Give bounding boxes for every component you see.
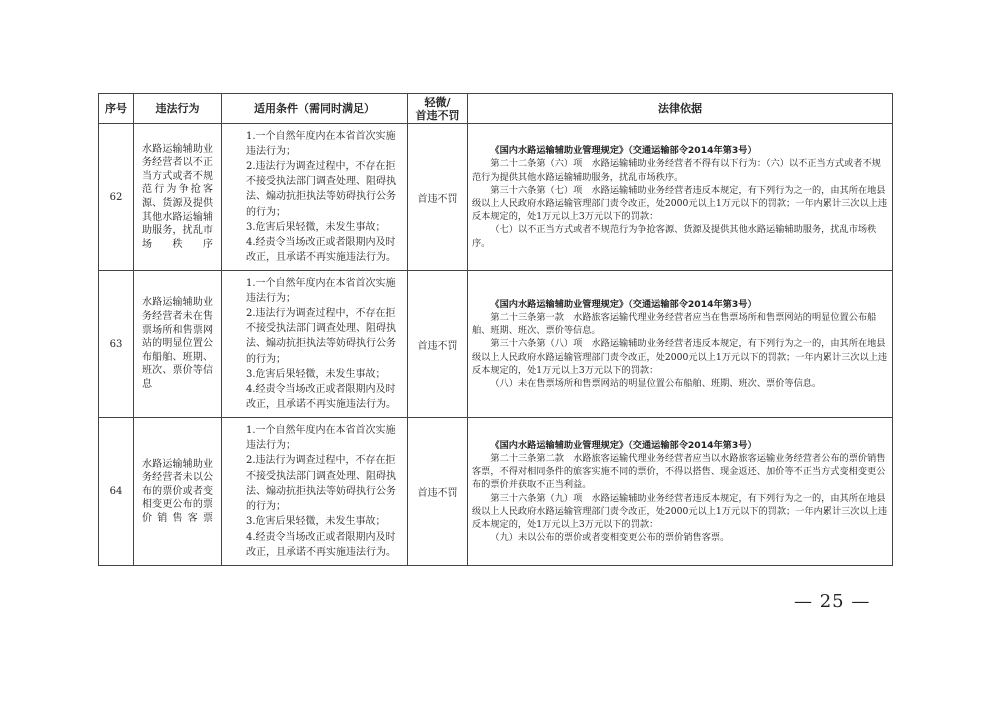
article-text: 第二十二条第（六）项 水路运输辅助业务经营者不得有以下行为：（六）以不正当方式或者不规范行为提供其他水路运输辅助服务，扰乱市场秩序。 xyxy=(472,158,881,183)
condition-item: 2.违法行为调查过程中，不存在拒不接受执法部门调查处理、阻碍执法、煽动抗拒执法等妨碍执行公务的行为； xyxy=(246,455,396,513)
header-level xyxy=(408,94,468,124)
header-violation: 违法行为 xyxy=(134,94,222,124)
page-number: — 25 — xyxy=(794,591,871,612)
regulation-title: 《国内水路运输辅助业管理规定》（交通运输部令2014年第3号） xyxy=(490,298,757,310)
condition-item: 4.经责令当场改正或者限期内及时改正，且承诺不再实施违法行为。 xyxy=(246,531,396,558)
article-text: （九）未以公布的票价或者变相变更公布的票价销售客票。 xyxy=(490,532,730,544)
row-number: 64 xyxy=(99,418,134,566)
article-text: 第三十六条第（七）项 水路运输辅助业务经营者违反本规定，有下列行为之一的，由其所在地县级以上人民政府水路运输管理部门责令改正，处2000元以上1万元以下的罚款；一年内累计三次以上违反本规定的，处1万元以上3万元以下的罚款： xyxy=(472,184,888,223)
violation-cell: 水路运输辅助业务经营者未在售票场所和售票网站的明显位置公布船舶、班期、班次、票价等信息 xyxy=(134,271,222,418)
table-row xyxy=(99,418,893,566)
legal-basis-cell xyxy=(468,271,893,418)
conditions-cell xyxy=(222,271,408,418)
conditions-cell xyxy=(222,124,408,271)
article-text: 第三十六条第（九）项 水路运输辅助业务经营者违反本规定，有下列行为之一的，由其所在地县级以上人民政府水路运输管理部门责令改正，处2000元以上1万元以下的罚款；一年内累计三次以上违反本规定的，处1万元以上3万元以下的罚款： xyxy=(472,492,888,530)
condition-item: 2.违法行为调查过程中，不存在拒不接受执法部门调查处理、阻碍执法、煽动抗拒执法等妨碍执行公务的行为； xyxy=(246,307,396,365)
table-row xyxy=(99,271,893,418)
level-cell: 首违不罚 xyxy=(408,418,468,566)
conditions-cell xyxy=(222,418,408,566)
regulation-title: 《国内水路运输辅助业管理规定》（交通运输部令2014年第3号） xyxy=(490,439,757,451)
legal-basis-cell xyxy=(468,418,893,566)
row-number: 62 xyxy=(99,124,134,271)
article-text: 第二十三条第一款 水路旅客运输代理业务经营者应当在售票场所和售票网站的明显位置公布船舶、班期、班次、票价等信息。 xyxy=(472,311,877,337)
article-text: 第三十六条第（八）项 水路运输辅助业务经营者违反本规定，有下列行为之一的，由其所在地县级以上人民政府水路运输管理部门责令改正，处2000元以上1万元以下的罚款；一年内累计三次以上违反本规定的，处1万元以上3万元以下的罚款： xyxy=(472,338,888,376)
level-cell: 首违不罚 xyxy=(408,124,468,271)
article-text: 第二十三条第二款 水路旅客运输代理业务经营者应当以水路旅客运输业务经营者公布的票价销售客票，不得对相同条件的旅客实施不同的票价，不得以搭售、现金返还、加价等不正当方式变相变更公布的票价并获取不正当利益。 xyxy=(472,452,886,491)
condition-item: 3.危害后果轻微，未发生事故； xyxy=(246,221,386,233)
row-number: 63 xyxy=(99,271,134,418)
legal-basis-cell xyxy=(468,124,893,271)
header-level-line1: 轻微/ xyxy=(424,95,451,109)
header-legal-basis: 法律依据 xyxy=(468,94,893,124)
regulation-title: 《国内水路运输辅助业管理规定》（交通运输部令2014年第3号） xyxy=(490,145,757,157)
condition-item: 3.危害后果轻微，未发生事故； xyxy=(246,516,386,528)
table-row xyxy=(99,124,893,271)
header-conditions: 适用条件（需同时满足） xyxy=(222,94,408,124)
violation-cell: 水路运输辅助业务经营者未以公布的票价或者变相变更公布的票价销售客票 xyxy=(134,418,222,566)
level-cell: 首违不罚 xyxy=(408,271,468,418)
condition-item: 4.经责令当场改正或者限期内及时改正，且承诺不再实施违法行为。 xyxy=(246,237,396,264)
article-text: （七）以不正当方式或者不规范行为争抢客源、货源及提供其他水路运输辅助服务，扰乱市场秩序。 xyxy=(472,224,877,249)
condition-item: 3.危害后果轻微，未发生事故； xyxy=(246,368,386,380)
penalty-rules-table xyxy=(98,93,893,566)
condition-item: 2.违法行为调查过程中，不存在拒不接受执法部门调查处理、阻碍执法、煽动抗拒执法等妨碍执行公务的行为； xyxy=(246,160,396,218)
table-header-row xyxy=(99,94,893,124)
condition-item: 1.一个自然年度内在本省首次实施违法行为； xyxy=(246,425,396,452)
article-text: （八）未在售票场所和售票网站的明显位置公布船舶、班期、班次、票价等信息。 xyxy=(490,378,822,389)
violation-cell: 水路运输辅助业务经营者以不正当方式或者不规范行为争抢客源、货源及提供其他水路运输辅助服务，扰乱市场秩序 xyxy=(134,124,222,271)
condition-item: 1.一个自然年度内在本省首次实施违法行为； xyxy=(246,130,396,157)
header-no: 序号 xyxy=(99,94,134,124)
condition-item: 4.经责令当场改正或者限期内及时改正，且承诺不再实施违法行为。 xyxy=(246,384,396,411)
condition-item: 1.一个自然年度内在本省首次实施违法行为； xyxy=(246,277,396,304)
header-level-line2: 首违不罚 xyxy=(415,108,460,122)
